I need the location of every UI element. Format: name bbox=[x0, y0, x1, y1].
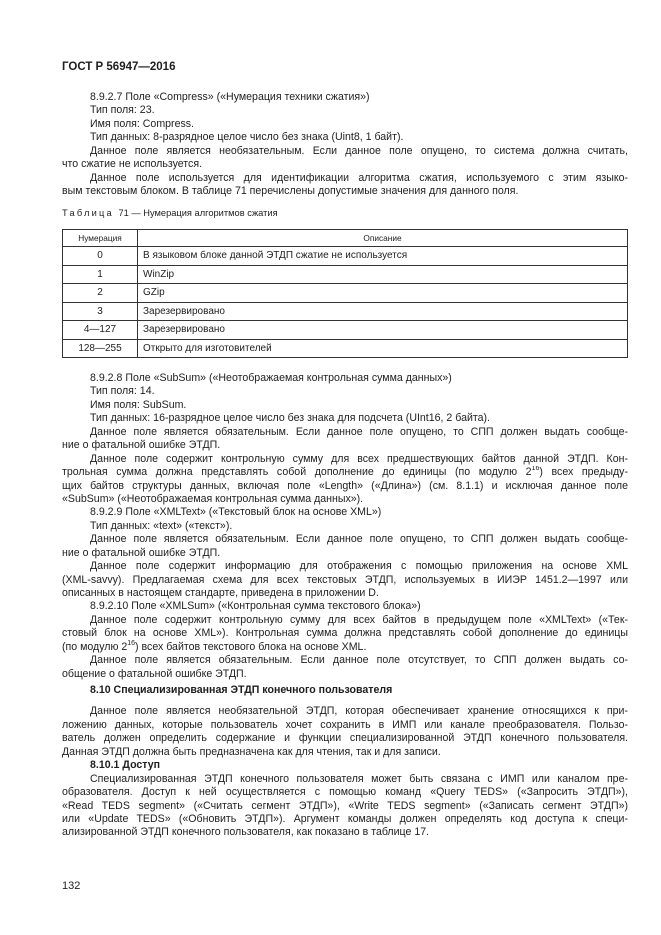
paragraph-line: ватель должен определить содержание и функции специализированной ЭТДП конечного пользователя. bbox=[62, 732, 628, 745]
text: ) всех предыду- bbox=[539, 466, 628, 479]
paragraph-line: или «Update TEDS» («Обновить ЭТДП»). Аргумент команды должен определять код доступа к специ- bbox=[62, 812, 628, 825]
table-row bbox=[63, 265, 628, 284]
paragraph-line: ние о фатальной ошибке ЭТДП. bbox=[62, 546, 221, 559]
paragraph-line: Данное поле содержит контрольную сумму для всех предшествующих байтов данной ЭТДП. Кон- bbox=[90, 452, 628, 465]
paragraph-line: ложению данных, которые пользователь хочет сохранить в ИМП или канале преобразователя. Пользо- bbox=[62, 718, 628, 731]
table-row bbox=[63, 247, 628, 266]
paragraph-line: Данное поле является обязательным. Если данное поле опущено, то СПП должен выдать сообще- bbox=[90, 533, 628, 546]
paragraph-line: Тип поля: 23. bbox=[90, 104, 155, 117]
paragraph-line: «SubSum» («Неотображаемая контрольная сумма данных»). bbox=[62, 492, 364, 505]
paragraph-line: Данное поле является необязательной ЭТДП, которая обеспечивает хранение относящихся к при- bbox=[90, 705, 628, 718]
paragraph-line: Данное поле является необязательным. Если данное поле опущено, то система должна считать, bbox=[90, 144, 628, 157]
paragraph-line: Специализированная ЭТДП конечного пользователя может быть связана с ИМП или каналом пре- bbox=[90, 772, 628, 785]
paragraph-line: (XML-savvy). Предлагаемая схема для всех текстовых ЭТДП, используемых в ИИЭР 1451.2—1997 или bbox=[62, 573, 628, 586]
paragraph-line: вым текстовым блоком. В таблице 71 перечислены допустимые значения для данного поля. bbox=[62, 185, 519, 198]
paragraph-line: Тип данных: 8-разрядное целое число без знака (Uint8, 1 байт). bbox=[90, 131, 404, 144]
subsection-heading: 8.10.1 Доступ bbox=[90, 759, 161, 772]
paragraph-line: Данное поле является обязательным. Если данное поле отсутствует, то СПП должен выдать со- bbox=[90, 654, 628, 667]
cell-number: 4—127 bbox=[63, 321, 138, 340]
document-header: ГОСТ Р 56947—2016 bbox=[62, 61, 176, 73]
superscript: 16 bbox=[127, 639, 136, 647]
paragraph-line: что сжатие не используется. bbox=[62, 158, 203, 171]
cell-description: GZip bbox=[138, 284, 628, 303]
paragraph-line: «Read TEDS segment» («Считать сегмент ЭТДП»), «Write TEDS segment» («Записать сегмент ЭТДП») bbox=[62, 799, 628, 812]
paragraph-line: Тип поля: 14. bbox=[90, 385, 155, 398]
table-header-row bbox=[63, 230, 628, 247]
cell-description: Открыто для изготовителей bbox=[138, 339, 628, 358]
paragraph-line: Данное поле содержит информацию для отображения с помощью приложения на основе XML bbox=[90, 560, 628, 573]
table-row bbox=[63, 284, 628, 303]
paragraph-line: стовый блок на основе XML»). Контрольная сумма должна представлять собой дополнение до единицы bbox=[62, 627, 628, 640]
table-row bbox=[63, 321, 628, 340]
paragraph-line: Данное поле содержит контрольную сумму для всех байтов в предыдущем поле «XMLText» («Тек- bbox=[90, 613, 628, 626]
paragraph-line: Имя поля: Compress. bbox=[90, 117, 194, 130]
paragraph-line: Данное поле используется для идентификации алгоритма сжатия, используемого с этим языко- bbox=[90, 171, 628, 184]
cell-number: 128—255 bbox=[63, 339, 138, 358]
paragraph-line: ализированной ЭТДП конечного пользователя, как показано в таблице 17. bbox=[62, 826, 430, 839]
paragraph-line bbox=[62, 466, 628, 479]
paragraph-line: щих байтов структуры данных, включая поле «Length» («Длина») (см. 8.1.1) и исключая данное поле bbox=[62, 479, 628, 492]
paragraph-line: образователя. Доступ к ней осуществляется с помощью команд «Query TEDS» («Запросить ЭТДП»), bbox=[62, 786, 628, 799]
column-header-number: Нумерация bbox=[63, 230, 138, 247]
text: (по модулю 2 bbox=[62, 640, 128, 653]
subsection-title: 8.9.2.10 Поле «XMLSum» («Контрольная сумма текстового блока») bbox=[90, 600, 421, 613]
paragraph-line: ние о фатальной ошибке ЭТДП. bbox=[62, 439, 221, 452]
cell-number: 3 bbox=[63, 302, 138, 321]
compression-table bbox=[62, 229, 628, 358]
superscript: 16 bbox=[531, 466, 540, 473]
subsection-title: 8.9.2.7 Поле «Compress» («Нумерация техники сжатия») bbox=[90, 91, 370, 103]
subsection-title: 8.9.2.9 Поле «XMLText» («Текстовый блок на основе XML») bbox=[90, 506, 382, 519]
cell-description: Зарезервировано bbox=[138, 321, 628, 340]
cell-number: 2 bbox=[63, 284, 138, 303]
table-row bbox=[63, 339, 628, 358]
cell-number: 0 bbox=[63, 247, 138, 266]
column-header-description: Описание bbox=[138, 230, 628, 247]
text: ) всех байтов текстового блока на основе XML. bbox=[135, 640, 367, 653]
table-row bbox=[63, 302, 628, 321]
paragraph-line: Данное поле является обязательным. Если данное поле опущено, то СПП должен выдать сообще- bbox=[90, 425, 628, 438]
section-heading: 8.10 Специализированная ЭТДП конечного пользователя bbox=[90, 684, 393, 696]
paragraph-line: описанных в настоящем стандарте, приведена в приложении D. bbox=[62, 587, 379, 599]
cell-number: 1 bbox=[63, 265, 138, 284]
sections-8-9-2-8-to-8-9-2-10 bbox=[62, 372, 628, 681]
cell-description: Зарезервировано bbox=[138, 302, 628, 321]
cell-description: WinZip bbox=[138, 265, 628, 284]
cell-description: В языковом блоке данной ЭТДП сжатие не используется bbox=[138, 247, 628, 266]
text: трольная сумма должна представлять собой дополнение до единицы (по модулю 2 bbox=[62, 466, 532, 479]
section-8-9-2-7 bbox=[62, 91, 628, 199]
paragraph-line: Имя поля: SubSum. bbox=[90, 398, 187, 411]
table-caption-label: Таблица bbox=[62, 208, 114, 218]
table-caption bbox=[62, 208, 278, 218]
section-8-10 bbox=[62, 684, 628, 840]
paragraph-line: Тип данных: 16-разрядное целое число без знака для подсчета (UInt16, 2 байта). bbox=[90, 412, 490, 425]
paragraph-line: Тип данных: «text» («текст»). bbox=[90, 519, 233, 532]
paragraph-line: Данная ЭТДП должна быть предназначена как для чтения, так и для записи. bbox=[62, 745, 441, 758]
subsection-title: 8.9.2.8 Поле «SubSum» («Неотображаемая контрольная сумма данных») bbox=[90, 372, 452, 384]
paragraph-line: общение о фатальной ошибке ЭТДП. bbox=[62, 667, 247, 680]
table-caption-text: 71 — Нумерация алгоритмов сжатия bbox=[118, 208, 278, 218]
page-number: 132 bbox=[62, 880, 81, 892]
paragraph-line bbox=[62, 641, 628, 654]
